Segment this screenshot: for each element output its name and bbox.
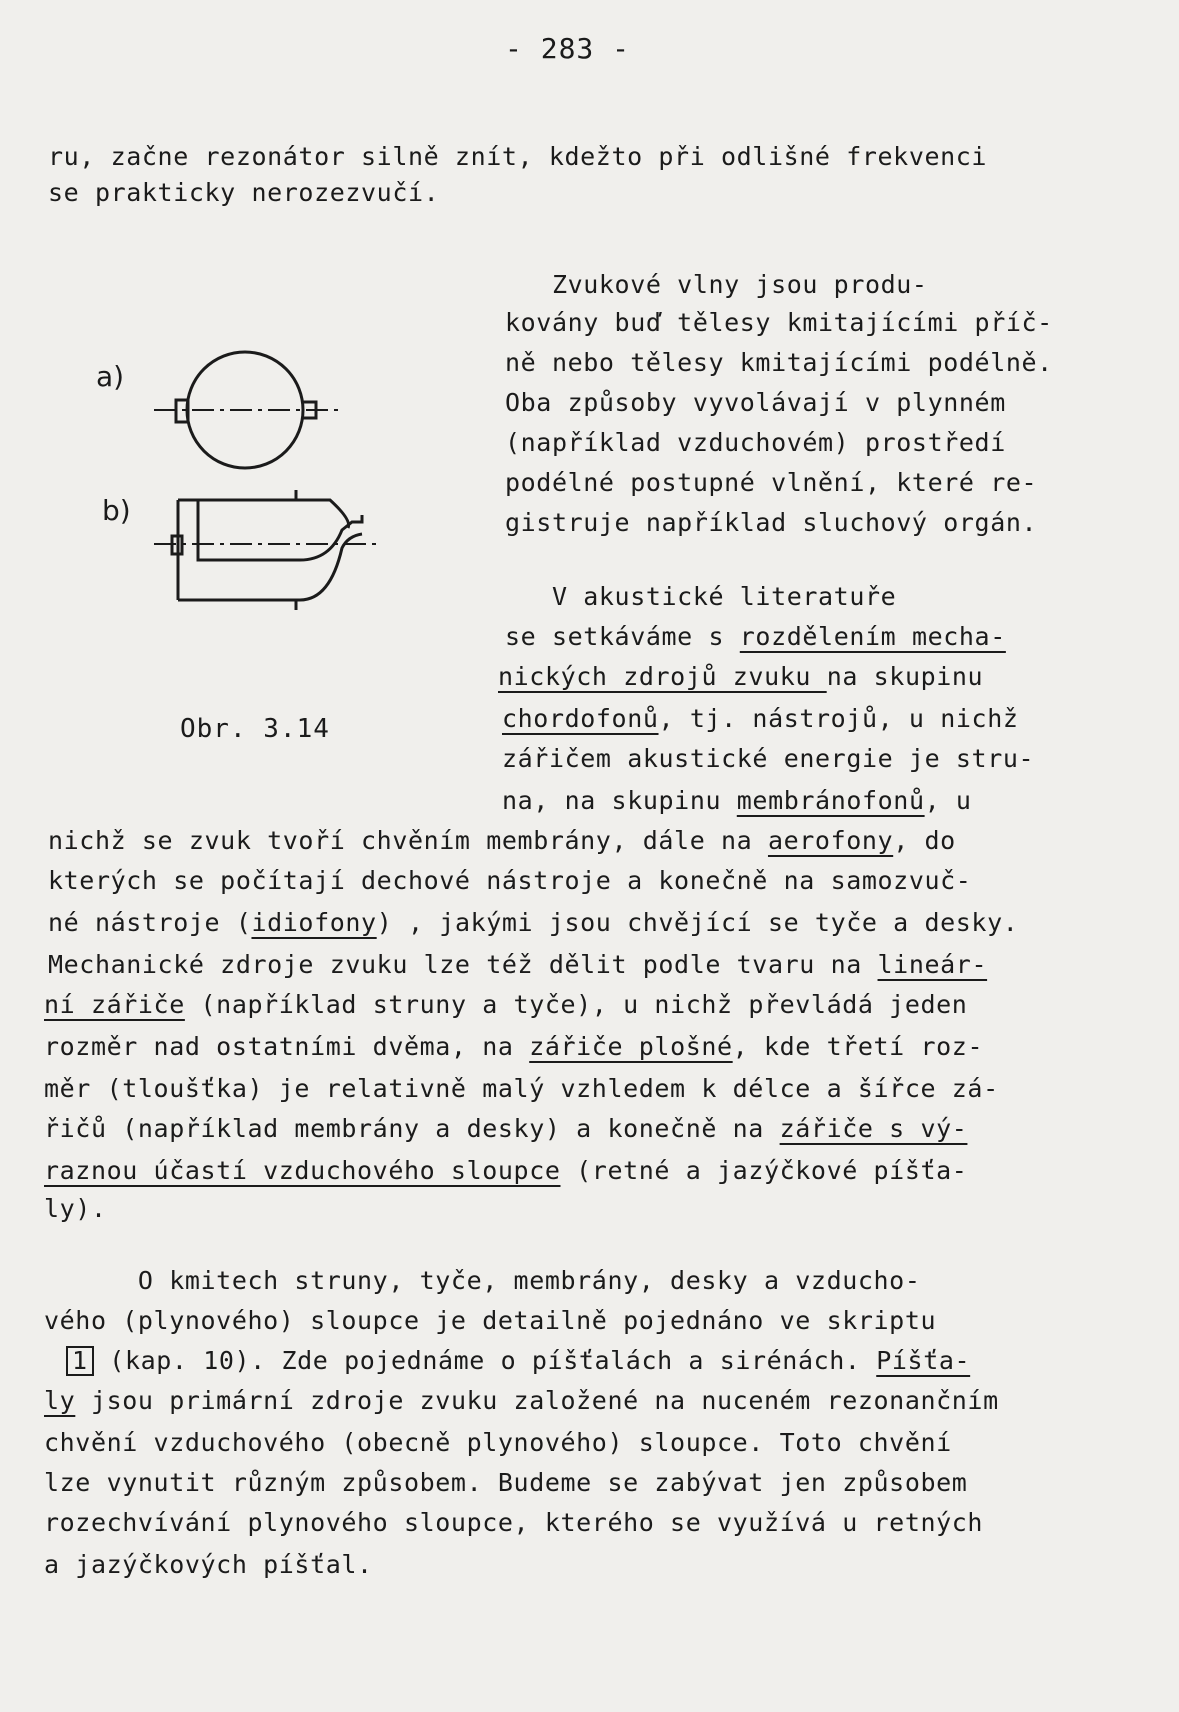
text-run: řičů (například membrány a desky) a konečně na <box>44 1114 780 1143</box>
text-run: ) , jakými jsou chvějící se tyče a desky. <box>376 908 1019 937</box>
para2-line-15 <box>44 1156 967 1186</box>
para2-line-3 <box>498 662 983 692</box>
para1-line-7: gistruje například sluchový orgán. <box>505 508 1038 537</box>
para2-line-5: zářičem akustické energie je stru- <box>502 744 1035 773</box>
term-underlined: lineár- <box>877 950 988 979</box>
para3-line-8: a jazýčkových píšťal. <box>44 1550 373 1579</box>
text-run: (kap. 10). Zde pojednáme o píšťalách a sirénách. <box>93 1346 877 1375</box>
para3-line-3 <box>66 1346 970 1376</box>
para2-line-7 <box>48 826 956 856</box>
para2-line-13: měr (tloušťka) je relativně malý vzhledem k délce a šířce zá- <box>44 1074 999 1103</box>
term-underlined: Píšťa- <box>876 1346 971 1375</box>
term-underlined: aerofony <box>767 826 894 855</box>
term-underlined: rozdělením mecha- <box>739 622 1006 651</box>
para3-line-6: lze vynutit různým způsobem. Budeme se zabývat jen způsobem <box>44 1468 968 1497</box>
para2-line-4 <box>502 704 1019 734</box>
para2-line-12 <box>44 1032 983 1062</box>
term-underlined: chordofonů <box>502 704 659 733</box>
text-run: (například struny a tyče), u nichž převládá jeden <box>184 990 968 1019</box>
para2-line-1: V akustické literatuře <box>505 582 897 611</box>
figure-label-a: a) <box>96 360 125 393</box>
para2-line-6 <box>502 786 972 816</box>
para1-line-2: kovány buď tělesy kmitajícími příč- <box>505 308 1053 337</box>
resonator-drawing <box>90 330 430 630</box>
para1-line-5: (například vzduchovém) prostředí <box>505 428 1006 457</box>
text-run: , kde třetí roz- <box>732 1032 984 1061</box>
term-underlined: ní zářiče <box>44 990 185 1019</box>
text-run: (retné a jazýčkové píšťa- <box>560 1156 968 1185</box>
para3-line-1: O kmitech struny, tyče, membrány, desky a vzducho- <box>44 1266 921 1295</box>
para3-line-2: vého (plynového) sloupce je detailně pojednáno ve skriptu <box>44 1306 937 1335</box>
para2-line-10 <box>48 950 987 980</box>
text-run: rozměr nad ostatními dvěma, na <box>44 1032 530 1061</box>
para2-line-14 <box>44 1114 967 1144</box>
term-underlined: nických zdrojů zvuku <box>498 662 827 691</box>
term-underlined: idiofony <box>251 908 377 937</box>
text-run: na, na skupinu <box>502 786 737 815</box>
para1-line-3: ně nebo tělesy kmitajícími podélně. <box>505 348 1053 377</box>
para1-line-6: podélné postupné vlnění, které re- <box>505 468 1038 497</box>
figure-caption: Obr. 3.14 <box>180 714 330 744</box>
term-underlined: ly <box>44 1386 76 1415</box>
term-underlined: raznou účastí vzduchového sloupce <box>44 1156 561 1185</box>
para3-line-7: rozechvívání plynového sloupce, kterého se využívá u retných <box>44 1508 984 1537</box>
figure-label-b: b) <box>102 494 131 527</box>
para2-line-2 <box>505 622 1006 652</box>
term-underlined: zářiče s vý- <box>779 1114 968 1143</box>
intro-line-2: se prakticky nerozezvučí. <box>48 178 440 207</box>
para3-line-4 <box>44 1386 999 1416</box>
text-run: , u <box>924 786 972 815</box>
text-run: na skupinu <box>826 662 984 691</box>
term-underlined: zářiče plošné <box>529 1032 733 1061</box>
text-run: né nástroje ( <box>48 908 252 937</box>
reference-box: 1 <box>66 1346 94 1376</box>
para2-line-8: kterých se počítají dechové nástroje a konečně na samozvuč- <box>48 866 972 895</box>
para3-line-5: chvění vzduchového (obecně plynového) sloupce. Toto chvění <box>44 1428 952 1457</box>
text-run: Mechanické zdroje zvuku lze též dělit podle tvaru na <box>48 950 878 979</box>
text-run: nichž se zvuk tvoří chvěním membrány, dále na <box>48 826 768 855</box>
page-number: - 283 - <box>505 32 631 65</box>
para2-line-16: ly). <box>44 1194 107 1223</box>
intro-line-1: ru, začne rezonátor silně znít, kdežto při odlišné frekvenci <box>48 142 988 171</box>
para2-line-9 <box>48 908 1018 938</box>
para1-line-4: Oba způsoby vyvolávají v plynném <box>505 388 1006 417</box>
para1-line-1: Zvukové vlny jsou produ- <box>505 270 928 299</box>
text-run: se setkáváme s <box>505 622 740 651</box>
text-run: , do <box>893 826 956 855</box>
text-run: , tj. nástrojů, u nichž <box>658 704 1019 733</box>
text-run: jsou primární zdroje zvuku založené na nuceném rezonančním <box>75 1386 999 1415</box>
term-underlined: membránofonů <box>736 786 925 815</box>
para2-line-11 <box>44 990 967 1020</box>
figure-3-14 <box>90 330 430 630</box>
